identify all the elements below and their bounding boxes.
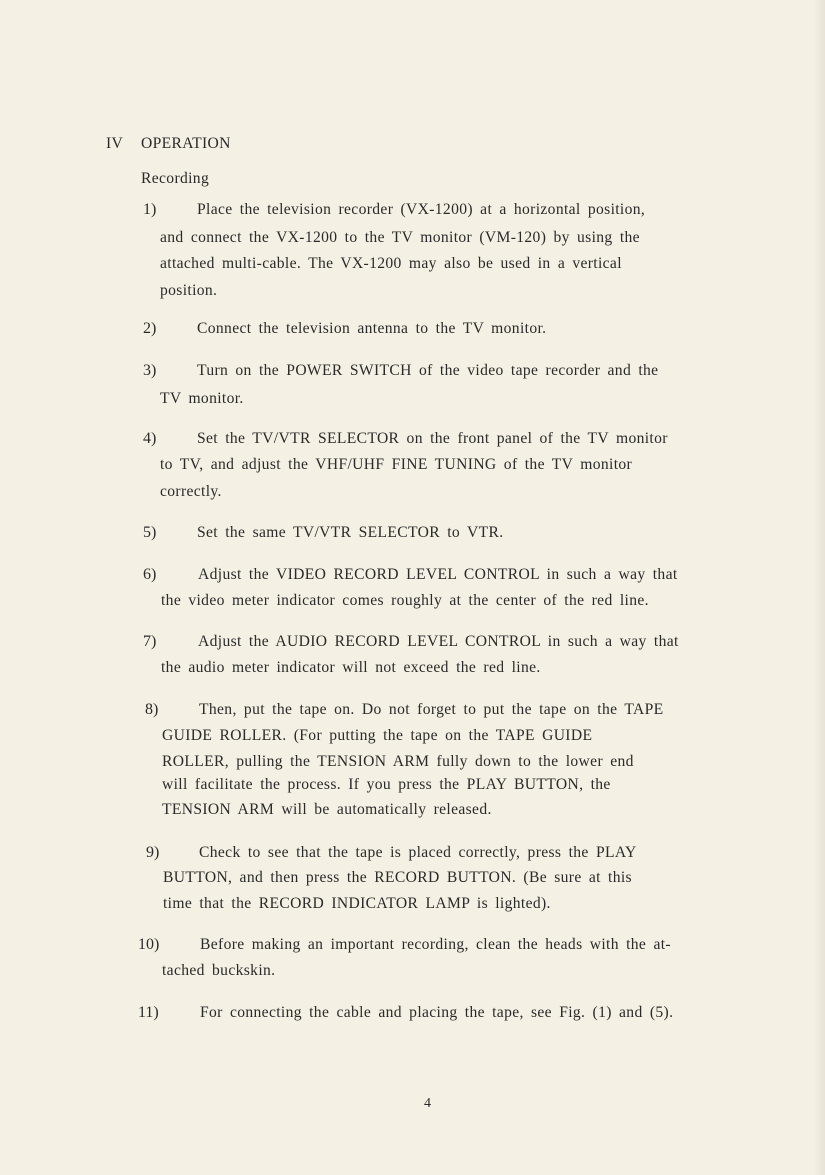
item-line: Then, put the tape on. Do not forget to put the tape on the TAPE xyxy=(199,701,664,718)
section-title: OPERATION xyxy=(141,135,231,152)
item-line: Place the television recorder (VX-1200) at a horizontal position, xyxy=(197,201,646,218)
page-number: 4 xyxy=(424,1096,431,1111)
item-line: Adjust the AUDIO RECORD LEVEL CONTROL in such a way that xyxy=(198,633,679,650)
item-number: 6) xyxy=(143,566,157,583)
item-line: For connecting the cable and placing the tape, see Fig. (1) and (5). xyxy=(200,1004,674,1021)
item-line: ROLLER, pulling the TENSION ARM fully down to the lower end xyxy=(162,753,634,770)
item-line: to TV, and adjust the VHF/UHF FINE TUNING of the TV monitor xyxy=(160,456,633,473)
item-line: position. xyxy=(160,282,218,299)
item-number: 1) xyxy=(143,201,157,218)
item-number: 3) xyxy=(143,362,157,379)
item-line: Connect the television antenna to the TV monitor. xyxy=(197,320,547,337)
item-line: the video meter indicator comes roughly at the center of the red line. xyxy=(161,592,649,609)
section-numeral: IV xyxy=(106,135,124,152)
item-line: attached multi-cable. The VX-1200 may also be used in a vertical xyxy=(160,255,622,272)
item-line: tached buckskin. xyxy=(162,962,276,979)
item-line: Before making an important recording, clean the heads with the at- xyxy=(200,936,671,953)
item-number: 5) xyxy=(143,524,157,541)
item-line: GUIDE ROLLER. (For putting the tape on the TAPE GUIDE xyxy=(162,727,593,744)
item-line: Adjust the VIDEO RECORD LEVEL CONTROL in such a way that xyxy=(198,566,678,583)
item-number: 9) xyxy=(146,844,160,861)
item-line: will facilitate the process. If you press the PLAY BUTTON, the xyxy=(162,776,611,793)
item-number: 8) xyxy=(145,701,159,718)
subsection-title: Recording xyxy=(141,170,210,187)
item-line: time that the RECORD INDICATOR LAMP is lighted). xyxy=(163,895,551,912)
item-line: Check to see that the tape is placed correctly, press the PLAY xyxy=(199,844,637,861)
item-number: 10) xyxy=(138,936,160,953)
item-line: Set the TV/VTR SELECTOR on the front panel of the TV monitor xyxy=(197,430,668,447)
item-line: and connect the VX-1200 to the TV monitor (VM-120) by using the xyxy=(160,229,640,246)
item-line: TV monitor. xyxy=(160,390,244,407)
item-line: TENSION ARM will be automatically released. xyxy=(162,801,492,818)
item-number: 7) xyxy=(143,633,157,650)
item-number: 4) xyxy=(143,430,157,447)
item-number: 2) xyxy=(143,320,157,337)
page-edge-shadow xyxy=(813,0,825,1175)
item-line: Turn on the POWER SWITCH of the video tape recorder and the xyxy=(197,362,659,379)
item-line: BUTTON, and then press the RECORD BUTTON. (Be sure at this xyxy=(163,869,632,886)
item-line: the audio meter indicator will not exceed the red line. xyxy=(161,659,541,676)
item-number: 11) xyxy=(138,1004,159,1021)
item-line: correctly. xyxy=(160,483,222,500)
item-line: Set the same TV/VTR SELECTOR to VTR. xyxy=(197,524,504,541)
